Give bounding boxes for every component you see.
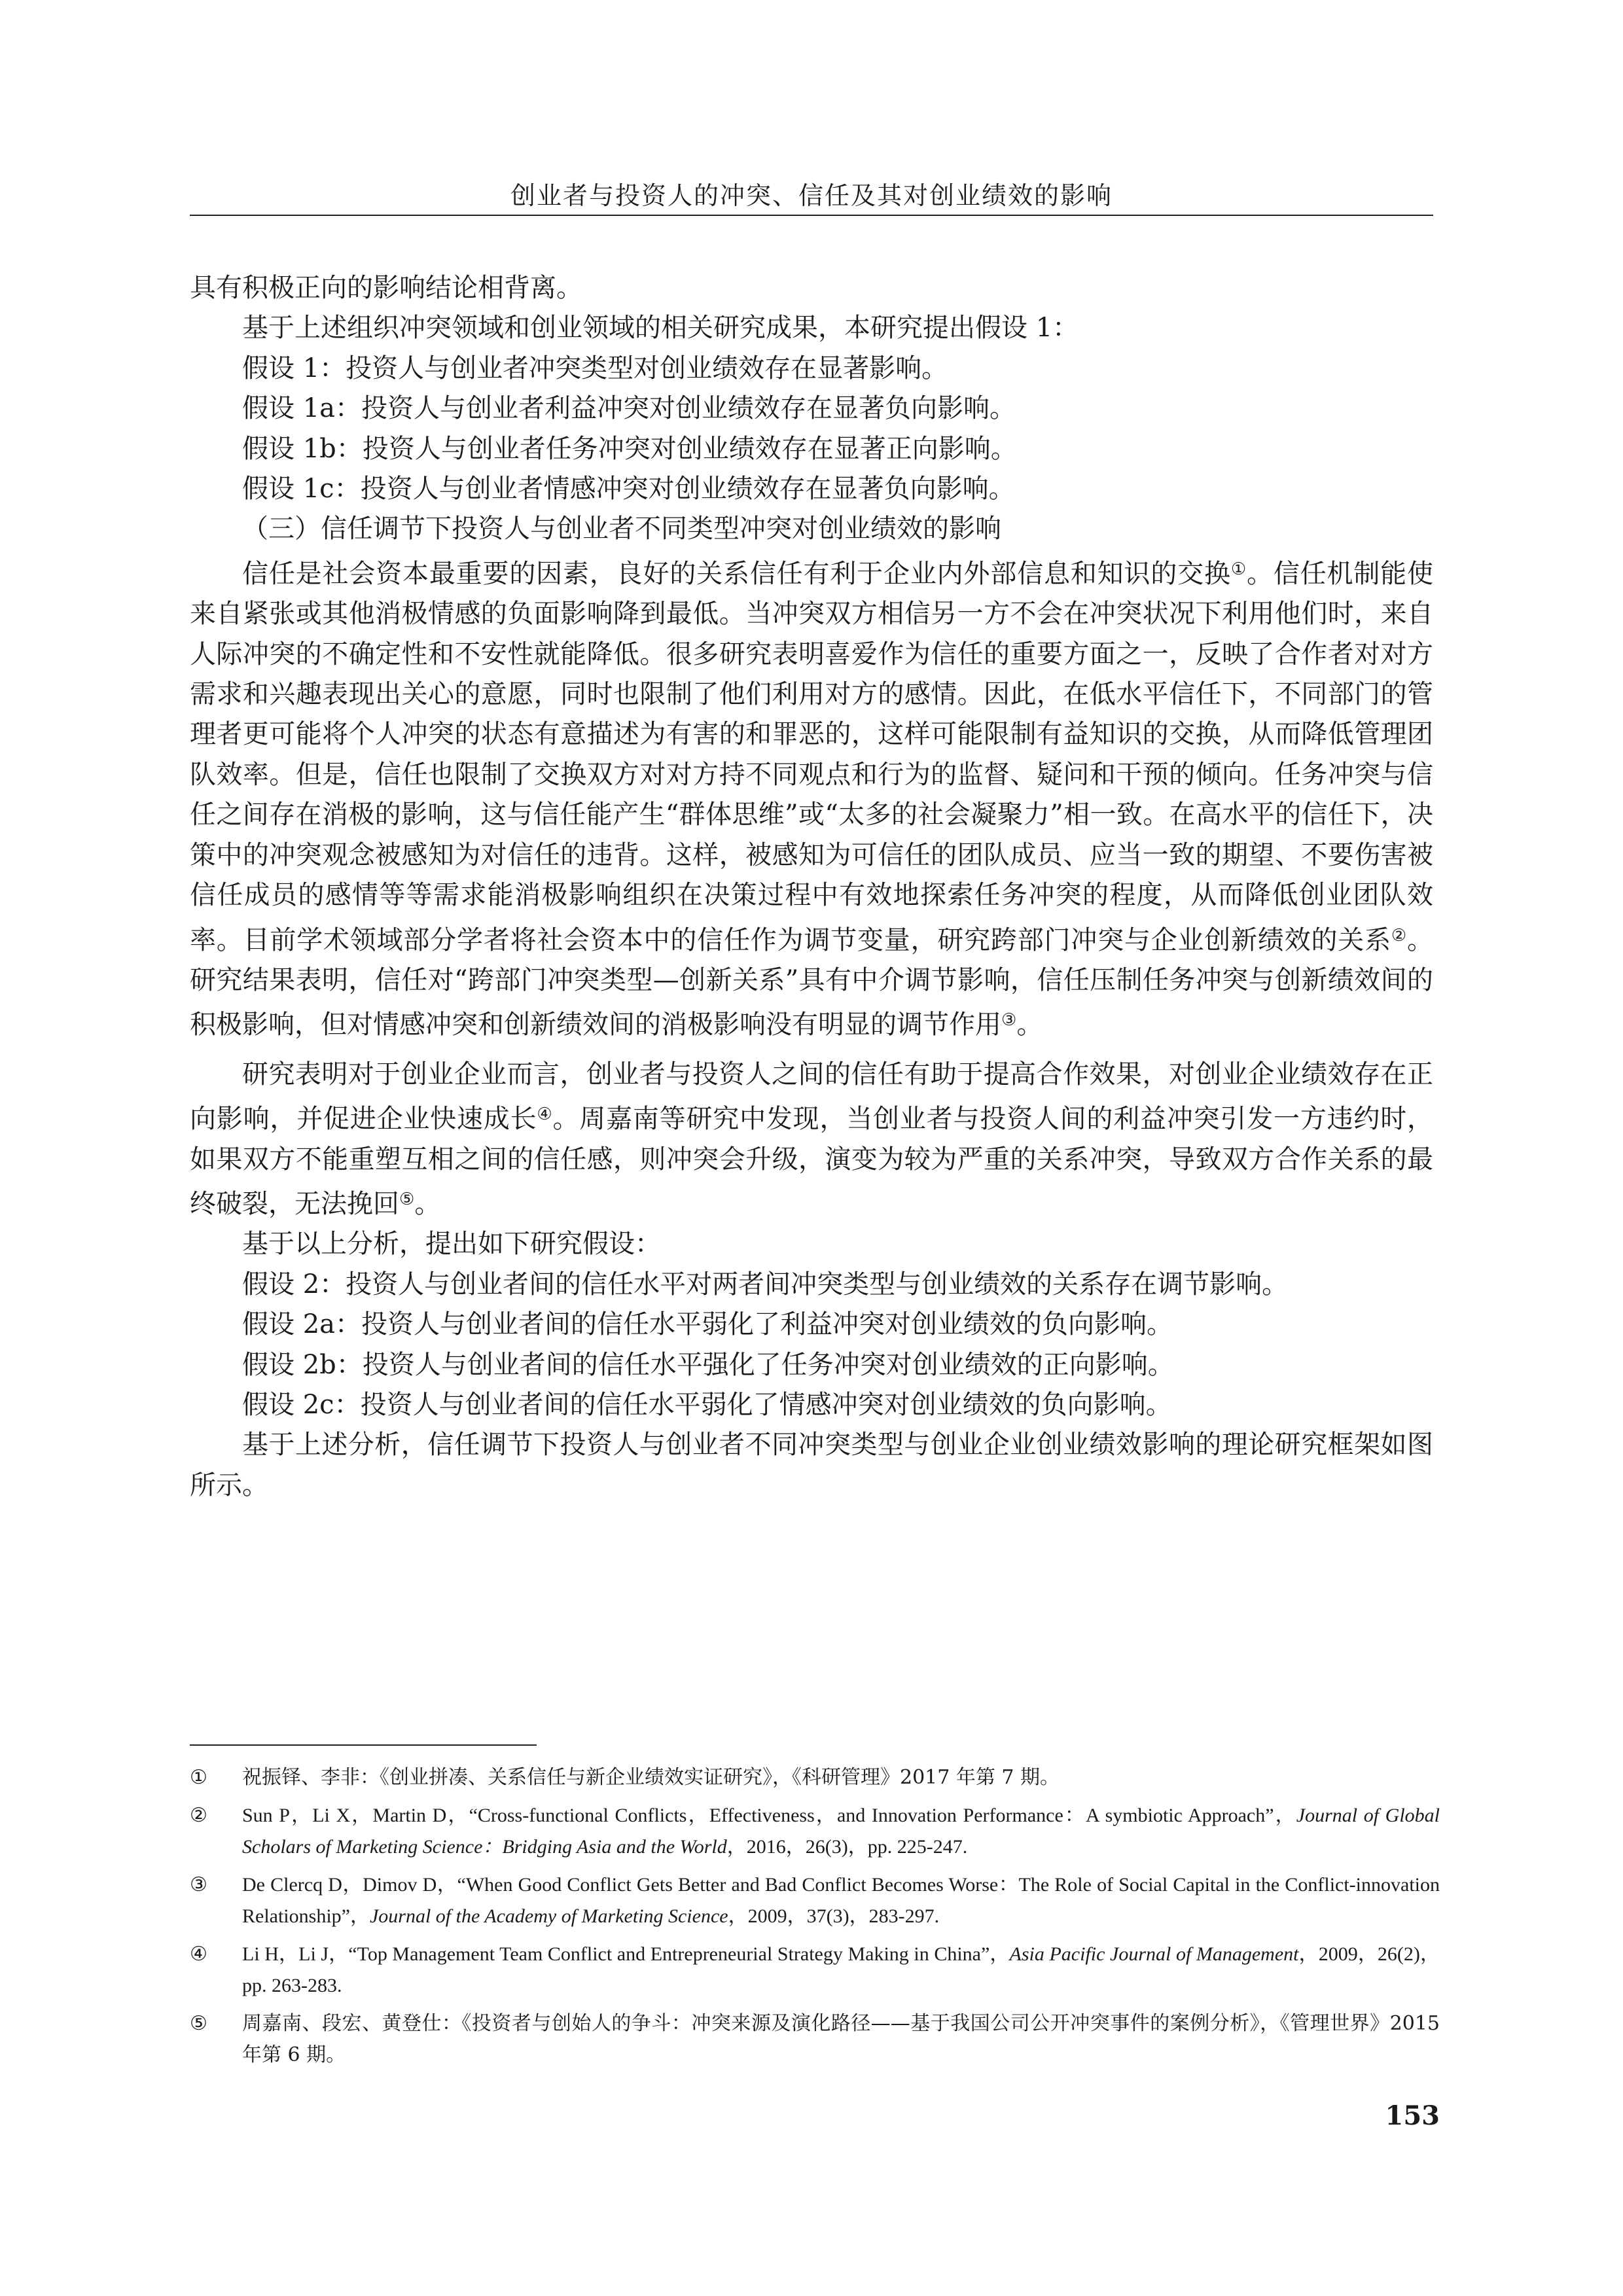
page-number: 153 [1385,2100,1440,2131]
hypothesis-2c: 假设 2c：投资人与创业者间的信任水平弱化了情感冲突对创业绩效的负向影响。 [242,1389,1172,1420]
footnote-journal: Journal of the Academy of Marketing Science [369,1905,728,1927]
footnote-citation: ，2009，26(2)，pp. 263-283. [242,1943,1440,1996]
footnote-mark: ③ [190,1874,207,1896]
footnote-3 [190,1869,1440,1932]
paragraph-hypothesis-intro: 基于上述组织冲突领域和创业领域的相关研究成果，本研究提出假设 1： [242,313,1079,344]
footnote-ref-1[interactable]: ① [1230,559,1247,579]
footnote-1 [190,1762,1440,1793]
hypothesis-1c: 假设 1c：投资人与创业者情感冲突对创业绩效存在显著负向影响。 [242,474,1015,504]
footnote-4 [190,1939,1440,2002]
hypothesis-1: 假设 1：投资人与创业者冲突类型对创业绩效存在显著影响。 [242,353,948,383]
footnote-citation: ，2009，37(3)，283-297. [728,1905,940,1927]
research-text-3: 。 [414,1188,441,1219]
footnote-text: Li H，Li J，“Top Management Team Conflict and Entrepreneurial Strategy Making in China”， [242,1943,1010,1965]
footnote-citation: ，2016，26(3)，pp. 225-247. [726,1836,968,1858]
footnote-text: 祝振铎、李非：《创业拼凑、关系信任与新企业绩效实证研究》，《科研管理》2017 年第 7 期。 [242,1766,1060,1789]
footnote-ref-5[interactable]: ⑤ [399,1189,415,1209]
footnote-ref-4[interactable]: ④ [537,1104,553,1125]
footnote-mark: ④ [190,1943,207,1965]
paragraph-analysis-intro: 基于以上分析，提出如下研究假设： [242,1229,661,1260]
paragraph-framework: 基于上述分析，信任调节下投资人与创业者不同冲突类型与创业企业创业绩效影响的理论研究框架如图所示。 [190,1430,1433,1500]
paragraph-trust [190,550,1433,1046]
footnote-5 [190,2008,1440,2071]
trust-text-3: 。研究结果表明，信任对“跨部门冲突类型—创新关系”具有中介调节影响，信任压制任务冲突与创新绩效间的积极影响，但对情感冲突和创新绩效间的消极影响没有明显的调节作用 [190,925,1433,1040]
footnote-rule [190,1744,537,1746]
running-title: 创业者与投资人的冲突、信任及其对创业绩效的影响 [510,181,1113,210]
footnote-mark: ⑤ [190,2012,207,2035]
research-text-1: 研究表明对于创业企业而言，创业者与投资人之间的信任有助于提高合作效果，对创业企业绩效存在正向影响，并促进企业快速成长 [190,1059,1433,1135]
research-text-2: 。周嘉南等研究中发现，当创业者与投资人间的利益冲突引发一方违约时，如果双方不能重塑互相之间的信任感，则冲突会升级，演变为较为严重的关系冲突，导致双方合作关系的最终破裂，无法挽回 [190,1104,1434,1219]
paragraph-continuation: 具有积极正向的影响结论相背离。 [190,273,582,303]
hypothesis-1a: 假设 1a：投资人与创业者利益冲突对创业绩效存在显著负向影响。 [242,393,1016,424]
footnote-ref-2[interactable]: ② [1391,925,1407,945]
footnote-text: De Clercq D，Dimov D，“When Good Conflict Gets Better and Bad Conflict Becomes Worse：The Role of Social Capital in the Conflict-innovation Relationship”， [242,1874,1440,1927]
footnote-journal: Asia Pacific Journal of Management [1009,1943,1299,1965]
hypothesis-2: 假设 2：投资人与创业者间的信任水平对两者间冲突类型与创业绩效的关系存在调节影响。 [242,1269,1289,1299]
footnote-mark: ② [190,1805,207,1826]
trust-text-2: 。信任机制能使来自紧张或其他消极情感的负面影响降到最低。当冲突双方相信另一方不会在冲突状况下利用他们时，来自人际冲突的不确定性和不安性就能降低。很多研究表明喜爱作为信任的重要方面之一，反映了合作者对对方需求和兴趣表现出关心的意愿，同时也限制了他们利用对方的感情。因此，在低水平信任下，不同部门的管理者更可能将个人冲突的状态有意描述为有害的和罪恶的，这样可能限制有益知识的交换，从而降低管理团队效率。但是，信任也限制了交换双方对对方持不同观点和行为的监督、疑问和干预的倾向。任务冲突与信任之间存在消极的影响，这与信任能产生“群体思维”或“太多的社会凝聚力”相一致。在高水平的信任下，决策中的冲突观念被感知为对信任的违背。这样，被感知为可信任的团队成员、应当一致的期望、不要伤害被信任成员的感情等等需求能消极影响组织在决策过程中有效地探索任务冲突的程度，从而降低创业团队效率。目前学术领域部分学者将社会资本中的信任作为调节变量，研究跨部门冲突与企业创新绩效的关系 [190,558,1434,955]
hypothesis-1b: 假设 1b：投资人与创业者任务冲突对创业绩效存在显著正向影响。 [242,433,1017,464]
trust-text-4: 。 [1016,1010,1043,1040]
footnote-2 [190,1800,1440,1863]
section-heading-3: （三）信任调节下投资人与创业者不同类型冲突对创业绩效的影响 [242,514,1001,544]
footnote-text: Sun P，Li X，Martin D，“Cross-functional Conflicts，Effectiveness，and Innovation Performance：A symbiotic Approach”， [242,1805,1296,1826]
footnote-ref-3[interactable]: ③ [1001,1010,1017,1031]
body-text [190,268,1433,1506]
footnotes [190,1762,1440,2077]
hypothesis-2b: 假设 2b：投资人与创业者间的信任水平强化了任务冲突对创业绩效的正向影响。 [242,1349,1174,1380]
footnote-mark: ① [190,1766,207,1789]
footnote-text: 周嘉南、段宏、黄登仕：《投资者与创始人的争斗：冲突来源及演化路径——基于我国公司公开冲突事件的案例分析》，《管理世界》2015 年第 6 期。 [242,2012,1440,2066]
hypothesis-2a: 假设 2a：投资人与创业者间的信任水平弱化了利益冲突对创业绩效的负向影响。 [242,1309,1173,1340]
header-rule [190,215,1433,216]
footnote-journal: Journal of Global Scholars of Marketing Science：Bridging Asia and the World [242,1805,1440,1858]
trust-text-1: 信任是社会资本最重要的因素，良好的关系信任有利于企业内外部信息和知识的交换 [242,558,1231,589]
paragraph-research [190,1055,1433,1225]
